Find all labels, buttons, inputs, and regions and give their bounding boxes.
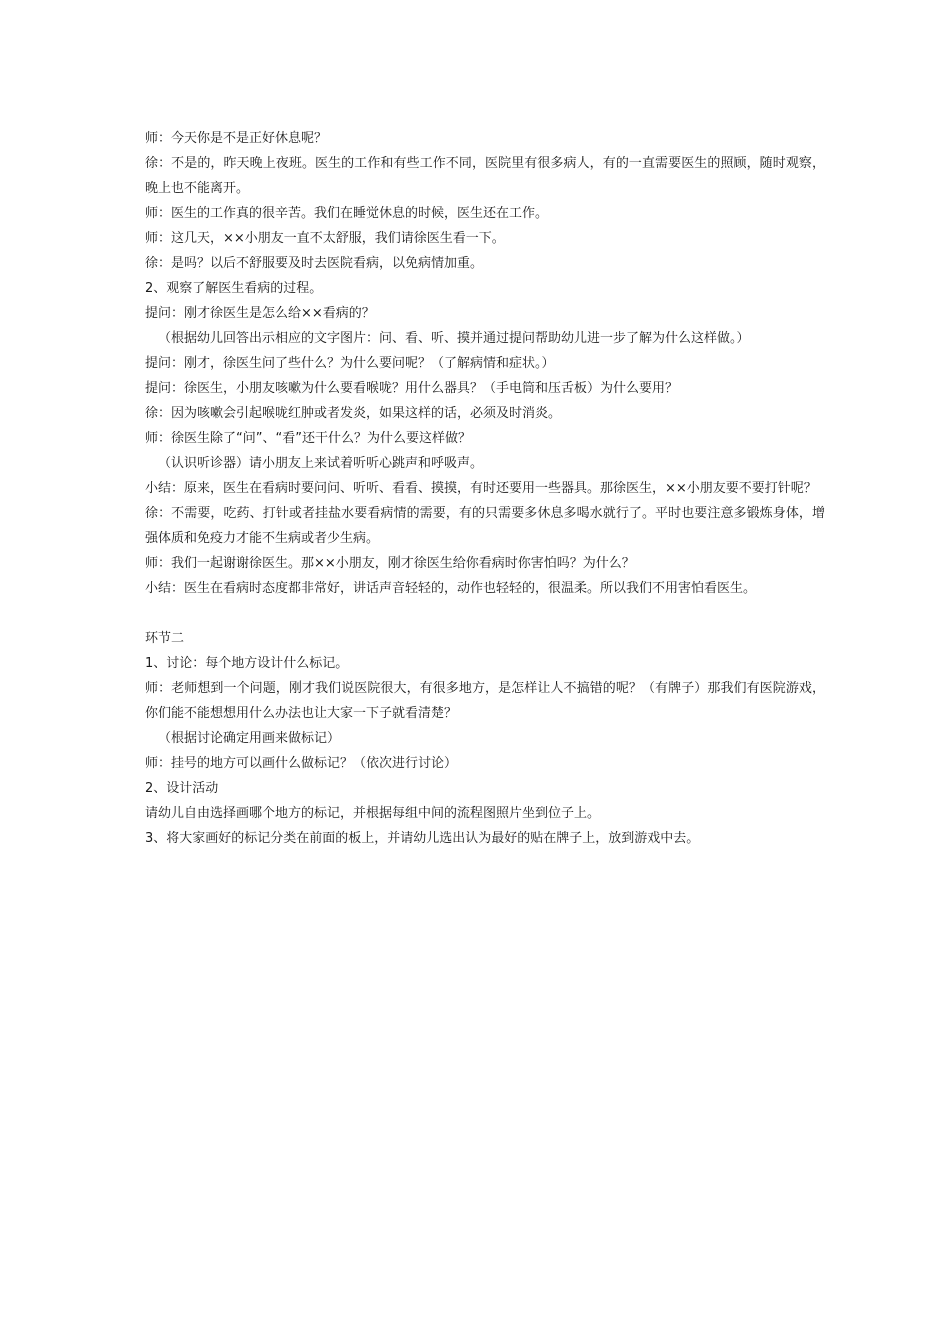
dialogue-line: 师：我们一起谢谢徐医生。那××小朋友，刚才徐医生给你看病时你害怕吗？为什么？	[145, 556, 635, 571]
dialogue-line: 徐：不是的，昨天晚上夜班。医生的工作和有些工作不同，医院里有很多病人，有的一直需要医生的照顾，随时观察，晚上也不能离开。	[145, 156, 825, 196]
summary-line: 小结：医生在看病时态度都非常好，讲话声音轻轻的，动作也轻轻的，很温柔。所以我们不用害怕看医生。	[145, 581, 757, 596]
document-body	[145, 126, 825, 851]
instruction-line: 请幼儿自由选择画哪个地方的标记，并根据每组中间的流程图照片坐到位子上。	[145, 806, 601, 821]
step-heading: 2、观察了解医生看病的过程。	[145, 281, 323, 296]
dialogue-line: 师：这几天，××小朋友一直不太舒服，我们请徐医生看一下。	[145, 231, 505, 246]
step-heading: 2、设计活动	[145, 781, 219, 796]
dialogue-line: 师：今天你是不是正好休息呢？	[145, 131, 328, 146]
dialogue-line: 师：医生的工作真的很辛苦。我们在睡觉休息的时候，医生还在工作。	[145, 206, 549, 221]
dialogue-line: 提问：刚才徐医生是怎么给××看病的？	[145, 306, 375, 321]
paragraph-spacer	[145, 601, 825, 626]
dialogue-line: 徐：因为咳嗽会引起喉咙红肿或者发炎，如果这样的话，必须及时消炎。	[145, 406, 562, 421]
stage-note: （认识听诊器）请小朋友上来试着听听心跳声和呼吸声。	[158, 456, 484, 471]
dialogue-line: 徐：不需要，吃药、打针或者挂盐水要看病情的需要，有的只需要多休息多喝水就行了。平时也要注意多锻炼身体，增强体质和免疫力才能不生病或者少生病。	[145, 506, 825, 546]
stage-note: （根据讨论确定用画来做标记）	[158, 731, 341, 746]
dialogue-line: 师：挂号的地方可以画什么做标记？（依次进行讨论）	[145, 756, 458, 771]
dialogue-line: 提问：徐医生，小朋友咳嗽为什么要看喉咙？用什么器具？（手电筒和压舌板）为什么要用？	[145, 381, 679, 396]
stage-note: （根据幼儿回答出示相应的文字图片：问、看、听、摸并通过提问帮助幼儿进一步了解为什么这样做。）	[158, 331, 750, 346]
summary-line: 小结：原来，医生在看病时要问问、听听、看看、摸摸，有时还要用一些器具。那徐医生，××小朋友要不要打针呢？	[145, 481, 817, 496]
section-heading: 环节二	[145, 631, 185, 646]
dialogue-line: 提问：刚才，徐医生问了些什么？为什么要问呢？（了解病情和症状。）	[145, 356, 555, 371]
step-heading: 3、将大家画好的标记分类在前面的板上，并请幼儿选出认为最好的贴在牌子上，放到游戏中去。	[145, 831, 700, 846]
dialogue-line: 徐：是吗？以后不舒服要及时去医院看病，以免病情加重。	[145, 256, 484, 271]
step-heading: 1、讨论：每个地方设计什么标记。	[145, 656, 349, 671]
dialogue-line: 师：徐医生除了“问”、“看”还干什么？为什么要这样做？	[145, 431, 471, 446]
dialogue-line: 师：老师想到一个问题，刚才我们说医院很大，有很多地方，是怎样让人不搞错的呢？（有牌子）那我们有医院游戏，你们能不能想想用什么办法也让大家一下子就看清楚？	[145, 681, 825, 721]
